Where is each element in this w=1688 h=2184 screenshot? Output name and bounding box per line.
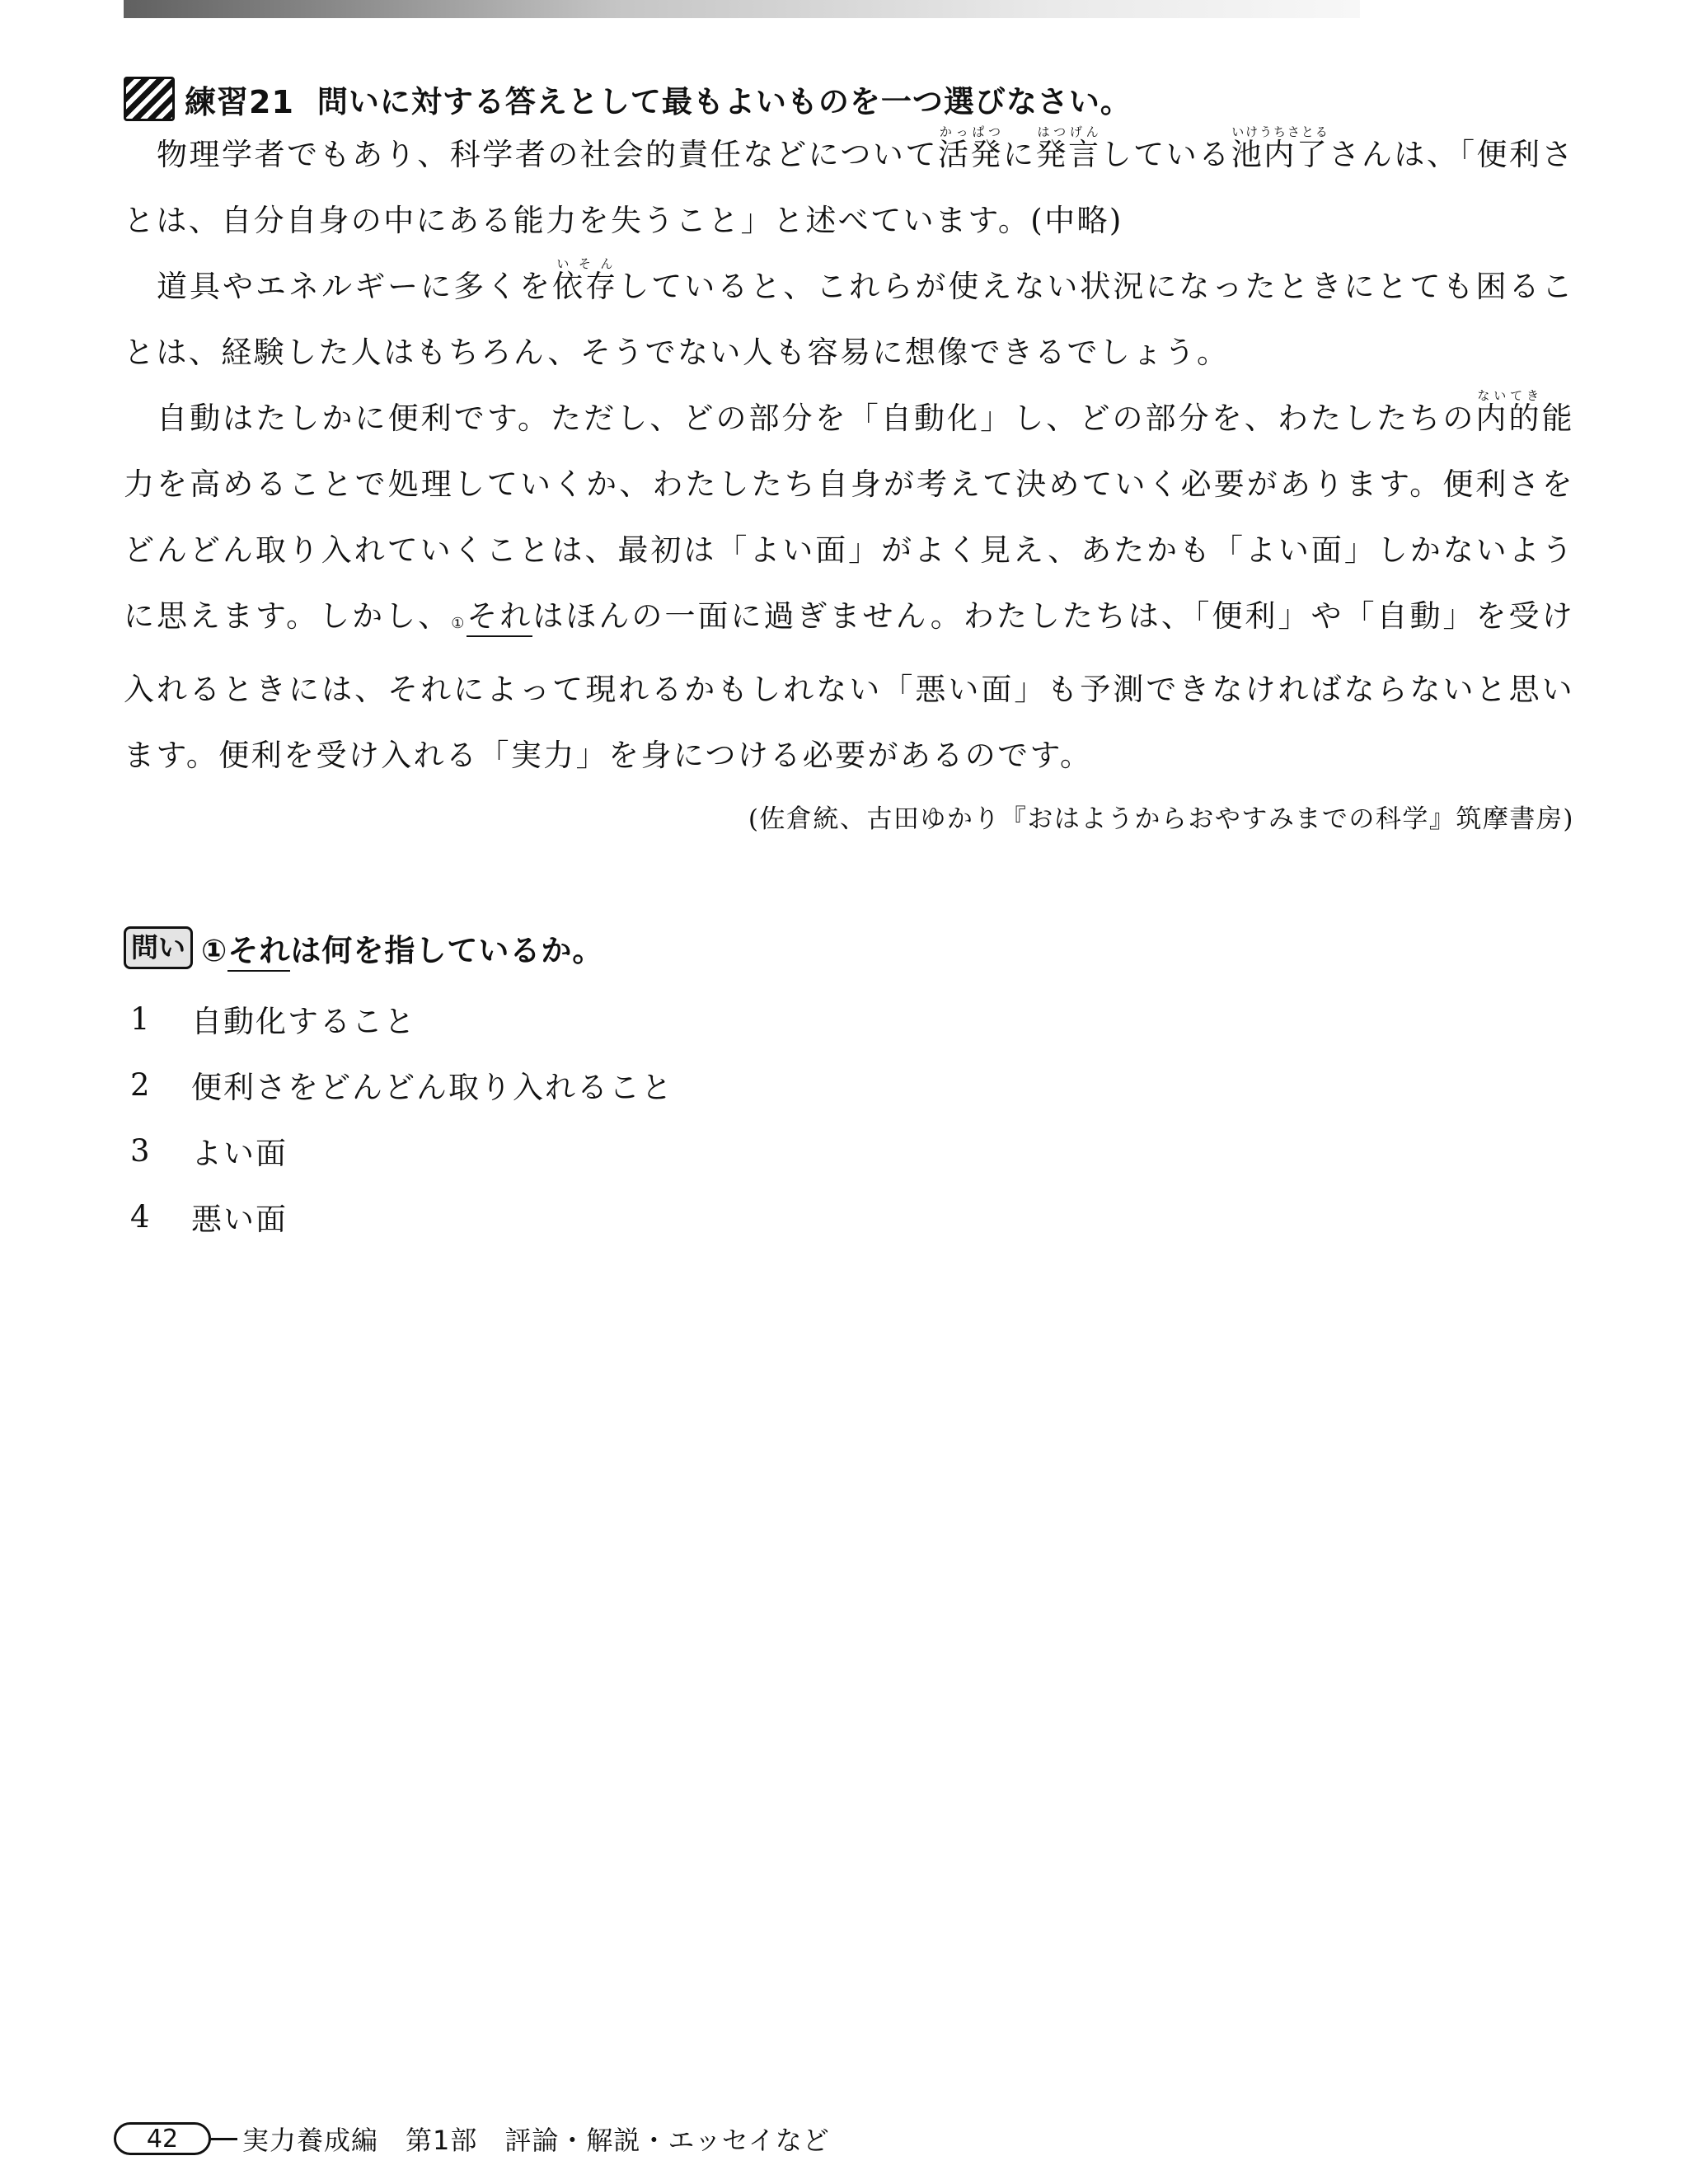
choice-number: 2 xyxy=(130,1066,152,1103)
answer-choices xyxy=(130,986,673,1249)
ruby-word: 発言はつげん xyxy=(1035,124,1101,172)
choice-number: 4 xyxy=(130,1198,152,1235)
choice-text: よい面 xyxy=(191,1136,288,1171)
choice-number: 3 xyxy=(130,1132,152,1169)
top-header-strip xyxy=(124,0,1360,18)
exercise-instruction: 問いに対する答えとして最もよいものを一つ選びなさい。 xyxy=(316,84,1132,120)
answer-choice[interactable] xyxy=(130,1052,673,1118)
answer-choice[interactable] xyxy=(130,1183,673,1249)
choice-text: 悪い面 xyxy=(191,1202,288,1237)
ruby-word: 依存いそん xyxy=(552,256,619,304)
passage-paragraph-2 xyxy=(124,254,1574,386)
question-underlined: それ xyxy=(227,933,290,972)
footer-divider xyxy=(211,2138,237,2140)
exercise-label: 練習21 xyxy=(185,83,294,120)
passage-text: 物理学者でもあり、科学者の社会的責任などについて xyxy=(157,137,938,172)
exercise-header xyxy=(124,73,1132,125)
question-prompt xyxy=(124,923,603,972)
passage-text: さんは、「便利さとは、自分自身の中にある能力を失うこと」と述べています。(中略) xyxy=(124,137,1574,238)
passage-paragraph-3 xyxy=(124,386,1574,789)
footer-section-title: 実力養成編 第1部 評論・解説・エッセイなど xyxy=(242,2125,830,2156)
question-marker: ① xyxy=(201,933,228,968)
passage-text: 道具やエネルギーに多くを xyxy=(157,269,553,304)
reading-passage xyxy=(124,122,1574,789)
ruby-word: 内的ないてき xyxy=(1475,388,1542,436)
page-number: 42 xyxy=(114,2122,211,2155)
passage-text: している xyxy=(1100,137,1231,172)
answer-choice[interactable] xyxy=(130,986,673,1052)
reference-marker: ① xyxy=(451,615,467,632)
passage-text: していると、これらが使えない状況になったときにとても困ることは、経験した人はもちろん、そうでない人も容易に想像できるでしょう。 xyxy=(124,269,1574,370)
question-badge: 問い xyxy=(124,926,193,969)
passage-text: に xyxy=(1003,137,1036,172)
choice-text: 自動化すること xyxy=(191,1004,416,1039)
choice-text: 便利さをどんどん取り入れること xyxy=(191,1070,673,1105)
ruby-word: 池内了いけうちさとる xyxy=(1231,124,1329,172)
source-citation: (佐倉統、古田ゆかり『おはようからおやすみまでの科学』筑摩書房) xyxy=(748,804,1574,834)
passage-text: はほんの一面に過ぎません。わたしたちは、「便利」や「自動」を受け入れるときには、それによって現れるかもしれない「悪い面」も予測できなければならないと思います。便利を受け入れる「実力」を身につける必要があるのです。 xyxy=(124,598,1574,773)
passage-paragraph-1 xyxy=(124,122,1574,254)
ruby-word: 活発かっぱつ xyxy=(937,124,1004,172)
page-footer xyxy=(114,2120,830,2158)
passage-text: 能力を高めることで処理していくか、わたしたち自身が考えて決めていく必要があります。便利さをどんどん取り入れていくことは、最初は「よい面」がよく見え、あたかも「よい面」しかないように思えます。しかし、 xyxy=(124,401,1574,634)
question-text xyxy=(201,926,603,970)
choice-number: 1 xyxy=(130,1001,152,1037)
passage-text: 自動はたしかに便利です。ただし、どの部分を「自動化」し、どの部分を、わたしたちの xyxy=(157,401,1476,436)
underlined-reference: それ xyxy=(467,598,532,637)
answer-choice[interactable] xyxy=(130,1118,673,1183)
striped-square-icon xyxy=(124,77,175,121)
question-rest: は何を指しているか。 xyxy=(290,933,604,968)
